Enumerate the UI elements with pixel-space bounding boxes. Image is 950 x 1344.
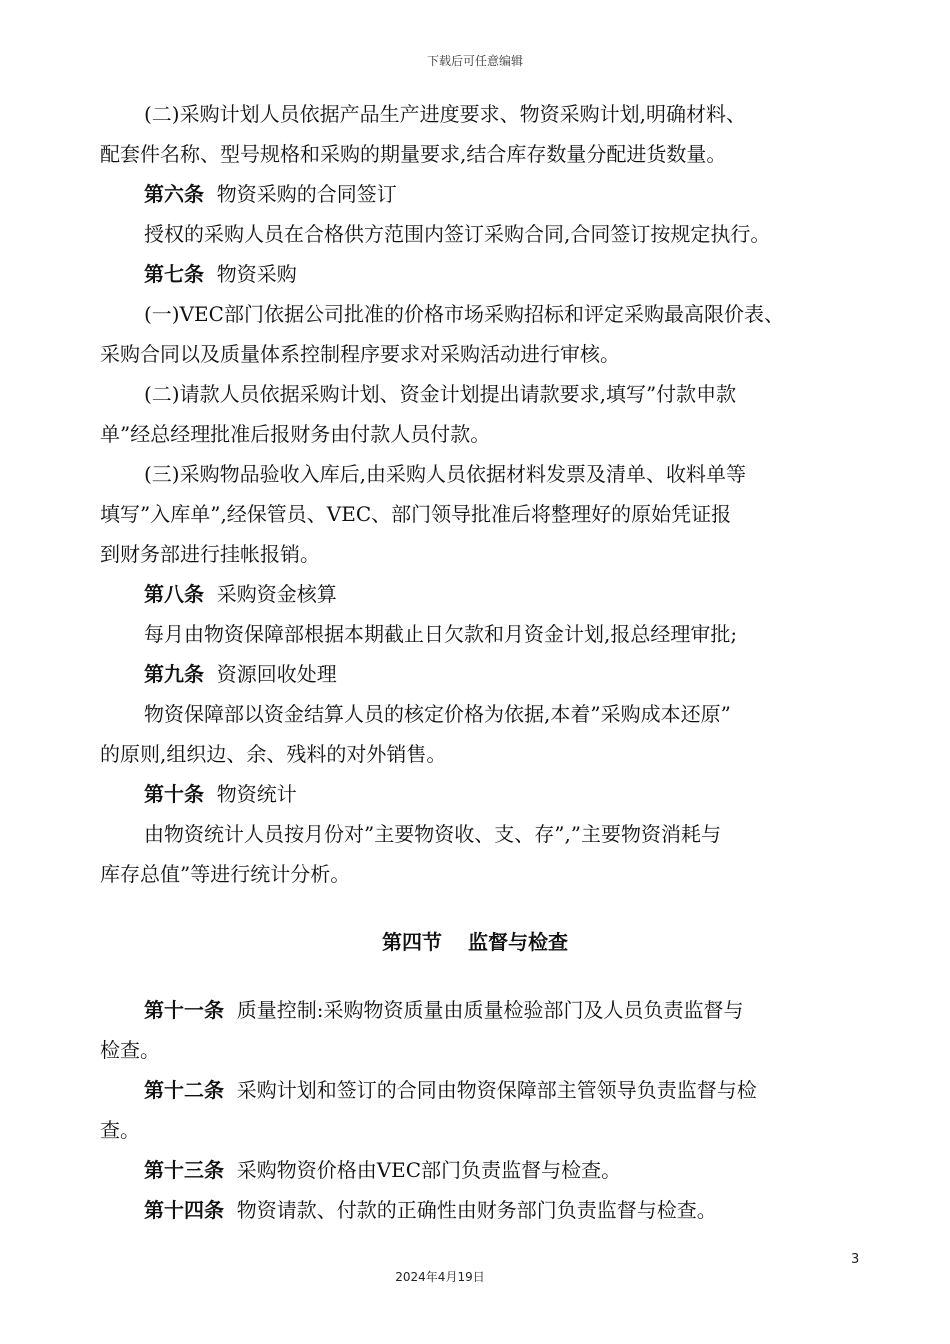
article-text: 质量控制:采购物资质量由质量检验部门及人员负责监督与 (236, 998, 744, 1022)
paragraph-line: 到财务部进行挂帐报销。 (100, 542, 320, 566)
paragraph-line: 采购合同以及质量体系控制程序要求对采购活动进行审核。 (100, 342, 620, 366)
article-title: 物资统计 (216, 782, 297, 806)
paragraph-line: 授权的采购人员在合格供方范围内签订采购合同,合同签订按规定执行。 (144, 222, 771, 246)
article-number: 第六条 (144, 182, 204, 206)
paragraph-line: (一)VEC部门依据公司批准的价格市场采购招标和评定采购最高限价表、 (144, 302, 784, 326)
article-13 (100, 1150, 862, 1190)
article-title: 采购资金核算 (216, 582, 337, 606)
article-9-heading (100, 654, 862, 694)
article-text: 物资请款、付款的正确性由财务部门负责监督与检查。 (236, 1198, 717, 1222)
page-header-note: 下载后可任意编辑 (426, 54, 523, 68)
paragraph-line: 单”经总经理批准后报财务由付款人员付款。 (100, 422, 491, 446)
section-spacer (100, 962, 862, 990)
article-8-heading (100, 574, 862, 614)
article-title: 物资采购的合同签订 (216, 182, 397, 206)
article-number: 第八条 (144, 582, 204, 606)
article-6-heading (100, 174, 862, 214)
paragraph-line: 查。 (100, 1118, 140, 1142)
section-4-heading (88, 922, 862, 962)
article-7-heading (100, 254, 862, 294)
document-body (100, 94, 862, 1230)
article-number: 第十三条 (144, 1158, 224, 1182)
paragraph-line: 配套件名称、型号规格和采购的期量要求,结合库存数量分配进货数量。 (100, 142, 727, 166)
section-label: 第四节 (382, 930, 442, 954)
paragraph-line: 库存总值”等进行统计分析。 (100, 862, 351, 886)
paragraph-line: 每月由物资保障部根据本期截止日欠款和月资金计划,报总经理审批; (144, 622, 738, 646)
section-title: 监督与检查 (468, 930, 568, 954)
article-14 (100, 1190, 862, 1230)
footer-date: 2024年4月19日 (395, 1270, 485, 1284)
paragraph-line: 由物资统计人员按月份对”主要物资收、支、存”,”主要物资消耗与 (144, 822, 722, 846)
paragraph-line: 检查。 (100, 1038, 160, 1062)
article-title: 物资采购 (216, 262, 297, 286)
paragraph-line: (二)采购计划人员依据产品生产进度要求、物资采购计划,明确材料、 (144, 102, 746, 126)
article-number: 第七条 (144, 262, 204, 286)
article-number: 第十二条 (144, 1078, 224, 1102)
paragraph-line: (三)采购物品验收入库后,由采购人员依据材料发票及清单、收料单等 (144, 462, 746, 486)
paragraph-line: (二)请款人员依据采购计划、资金计划提出请款要求,填写”付款申款 (144, 382, 737, 406)
article-text: 采购计划和签订的合同由物资保障部主管领导负责监督与检 (236, 1078, 757, 1102)
article-11 (100, 990, 862, 1030)
article-number: 第十一条 (144, 998, 224, 1022)
paragraph-line: 物资保障部以资金结算人员的核定价格为依据,本着”采购成本还原” (144, 702, 731, 726)
article-number: 第九条 (144, 662, 204, 686)
article-number: 第十四条 (144, 1198, 224, 1222)
page-number: 3 (851, 1252, 860, 1267)
article-10-heading (100, 774, 862, 814)
section-spacer (100, 894, 862, 922)
article-text: 采购物资价格由VEC部门负责监督与检查。 (236, 1158, 622, 1182)
article-number: 第十条 (144, 782, 204, 806)
article-12 (100, 1070, 862, 1110)
paragraph-line: 填写”入库单”,经保管员、VEC、部门领导批准后将整理好的原始凭证报 (100, 502, 732, 526)
paragraph-line: 的原则,组织边、余、残料的对外销售。 (100, 742, 447, 766)
article-title: 资源回收处理 (216, 662, 337, 686)
